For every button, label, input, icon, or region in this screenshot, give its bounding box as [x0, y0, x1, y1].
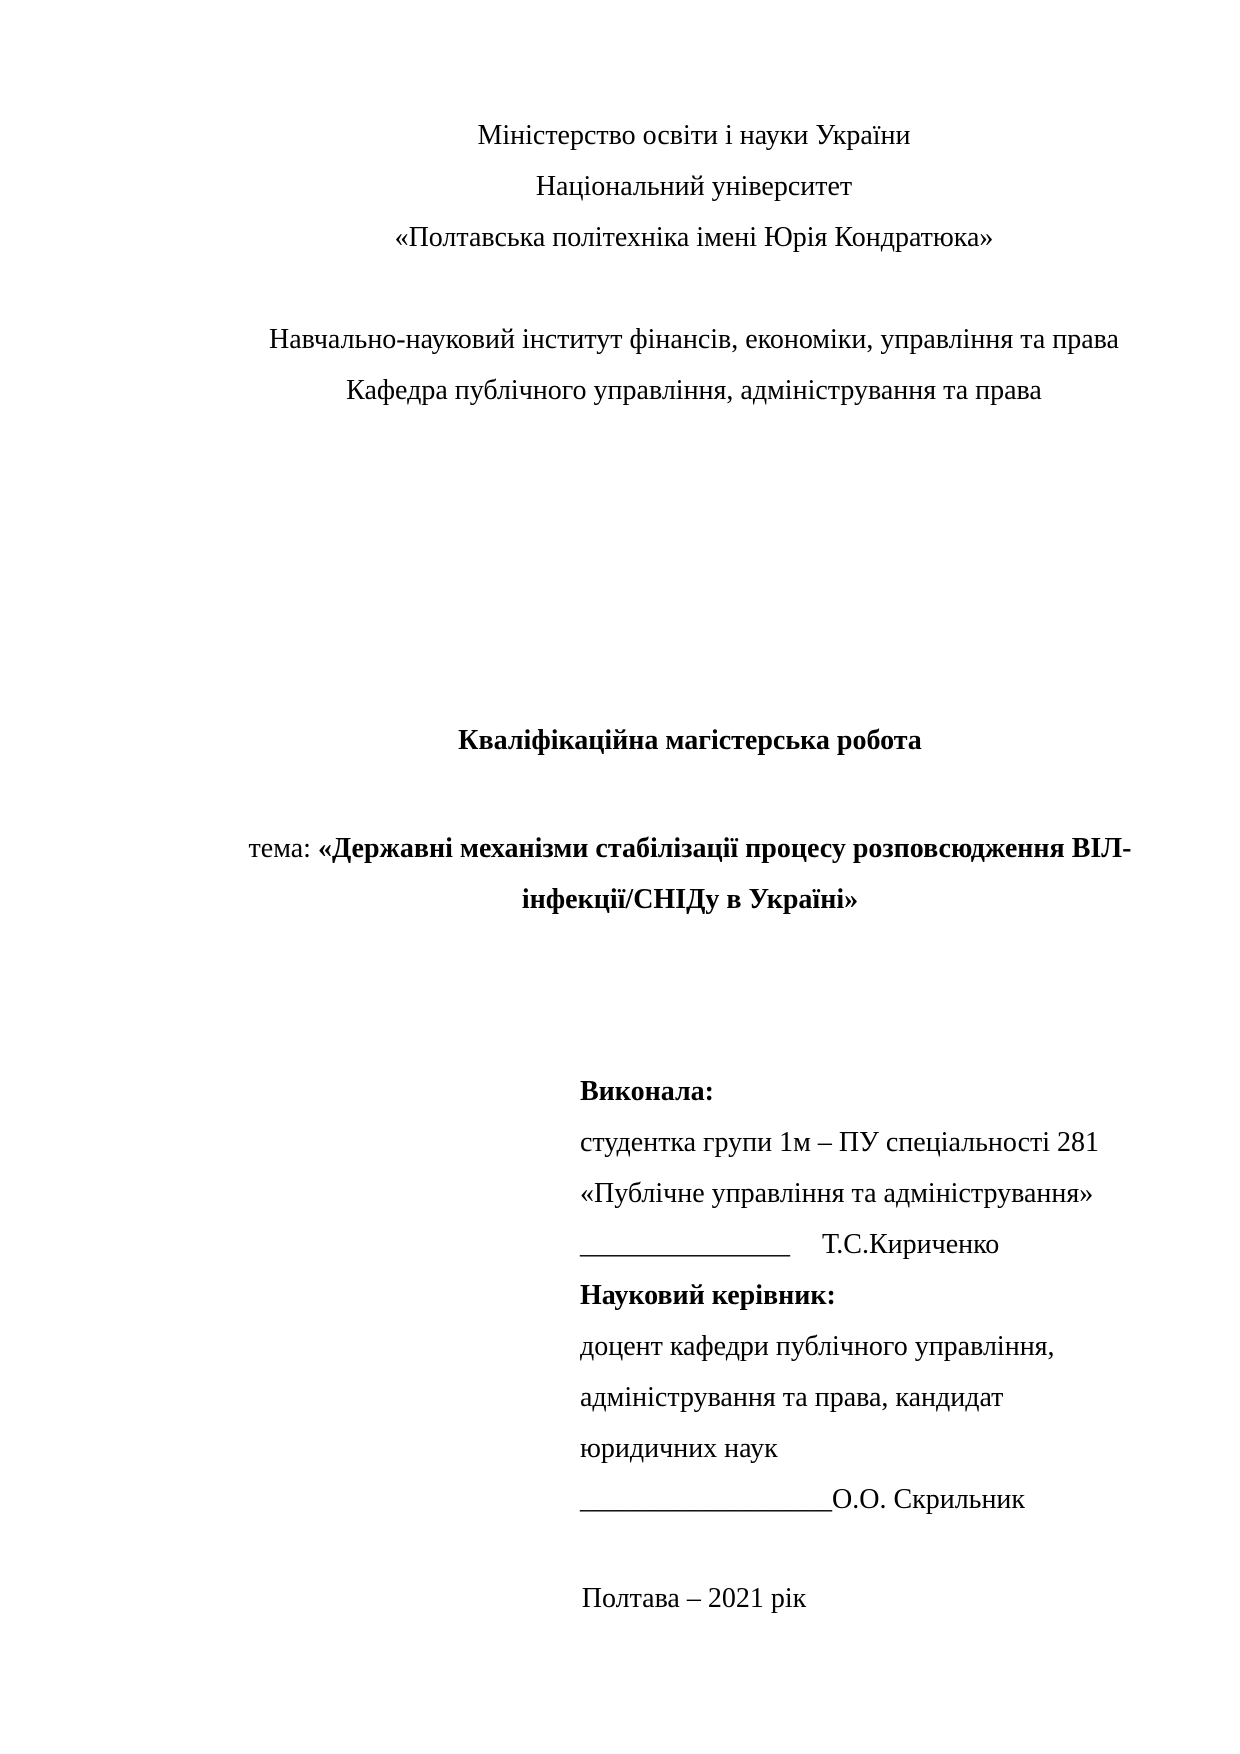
- work-type-block: [200, 715, 1180, 766]
- performed-by-signature-row: [580, 1219, 1099, 1270]
- institute-line: Навчально-науковий інститут фінансів, економіки, управління та права: [269, 324, 1119, 355]
- topic-prefix: тема:: [248, 833, 318, 864]
- department-line: Кафедра публічного управління, адміністрування та права: [346, 375, 1042, 406]
- topic-text-part-1: «Державні механізми стабілізації процесу розповсюдження ВІЛ-: [317, 833, 1132, 864]
- header-block: [230, 110, 1158, 416]
- signature-blank-line: __________________: [580, 1484, 832, 1515]
- supervisor-line: адміністрування та права, кандидат: [580, 1382, 1004, 1413]
- supervisor-signature-name: О.О. Скрильник: [832, 1484, 1026, 1515]
- footer-block: [230, 1573, 1158, 1624]
- header-spacer: [230, 263, 1158, 314]
- work-type-title: Кваліфікаційна магістерська робота: [458, 725, 922, 756]
- credits-block: [580, 1066, 1099, 1525]
- supervisor-line: доцент кафедри публічного управління,: [580, 1331, 1055, 1362]
- performed-by-line: студентка групи 1м – ПУ спеціальності 281: [580, 1127, 1100, 1158]
- topic-line-1: [200, 823, 1180, 874]
- topic-block: [200, 823, 1180, 925]
- supervisor-line: юридичних наук: [580, 1433, 778, 1464]
- supervisor-heading: Науковий керівник:: [580, 1280, 836, 1311]
- city-year-line: Полтава – 2021 рік: [581, 1583, 807, 1614]
- university-line: Національний університет: [535, 171, 853, 202]
- performed-by-line: «Публічне управління та адміністрування»: [580, 1178, 1094, 1209]
- performed-by-signature-name: Т.С.Кириченко: [822, 1229, 1000, 1260]
- ministry-line: Міністерство освіти і науки України: [477, 120, 911, 151]
- performed-by-heading: Виконала:: [580, 1076, 714, 1107]
- signature-blank-line: _______________: [580, 1229, 790, 1260]
- topic-line-2: інфекції/СНІДу в Україні»: [521, 884, 859, 915]
- university-name-line: «Полтавська політехніка імені Юрія Кондратюка»: [394, 222, 994, 253]
- supervisor-signature-row: [580, 1474, 1099, 1525]
